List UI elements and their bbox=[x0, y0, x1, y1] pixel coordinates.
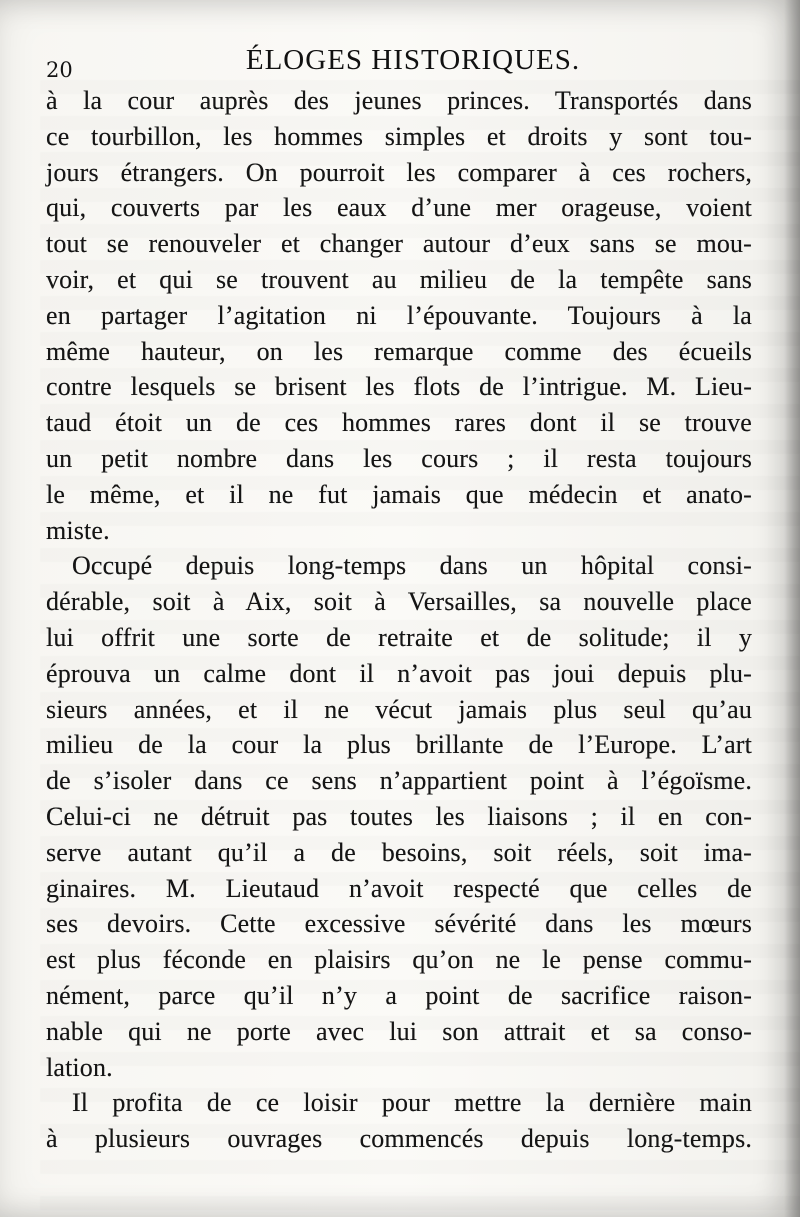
text-line: lui offrit une sorte de retraite et de solitude; il y bbox=[46, 622, 752, 652]
text-line: de s’isoler dans ce sens n’appartient point à l’égoïsme. bbox=[46, 766, 752, 796]
running-title: ÉLOGES HISTORIQUES. bbox=[245, 44, 581, 76]
paragraph-3 bbox=[46, 1085, 752, 1157]
text-line: miste. bbox=[46, 515, 110, 545]
paragraph-1 bbox=[46, 83, 752, 548]
text-line: même hauteur, on les remarque comme des écueils bbox=[46, 336, 752, 366]
page-number: 20 bbox=[46, 58, 73, 82]
main-text bbox=[46, 83, 752, 1157]
text-line: serve autant qu’il a de besoins, soit réels, soit ima- bbox=[46, 837, 752, 867]
text-line: ginaires. M. Lieutaud n’avoit respecté que celles de bbox=[46, 873, 752, 903]
text-line: à plusieurs ouvrages commencés depuis long-temps. bbox=[46, 1124, 752, 1154]
text-line: voir, et qui se trouvent au milieu de la tempête sans bbox=[46, 264, 752, 294]
text-line: nable qui ne porte avec lui son attrait et sa conso- bbox=[46, 1016, 752, 1046]
text-line: ce tourbillon, les hommes simples et droits y sont tou- bbox=[46, 121, 752, 151]
scan-edge-shadow bbox=[784, 0, 800, 1217]
text-line: tout se renouveler et changer autour d’eux sans se mou- bbox=[46, 229, 752, 259]
text-line: jours étrangers. On pourroit les comparer à ces rochers, bbox=[46, 157, 752, 187]
text-line: en partager l’agitation ni l’épouvante. Toujours à la bbox=[46, 300, 752, 330]
paragraph-2 bbox=[46, 548, 752, 1085]
text-line: Occupé depuis long-temps dans un hôpital consi- bbox=[72, 551, 752, 581]
text-line: qui, couverts par les eaux d’une mer orageuse, voient bbox=[46, 193, 752, 223]
text-line: lation. bbox=[46, 1052, 113, 1082]
text-line: ses devoirs. Cette excessive sévérité dans les mœurs bbox=[46, 909, 752, 939]
text-line: un petit nombre dans les cours ; il resta toujours bbox=[46, 443, 752, 473]
text-line: Celui-ci ne détruit pas toutes les liaisons ; il en con- bbox=[46, 801, 752, 831]
text-line: est plus féconde en plaisirs qu’on ne le pense commu- bbox=[46, 945, 752, 975]
text-line: sieurs années, et il ne vécut jamais plus seul qu’au bbox=[46, 694, 752, 724]
page-header bbox=[46, 44, 762, 84]
text-line: taud étoit un de ces hommes rares dont il se trouve bbox=[46, 408, 752, 438]
text-line: éprouva un calme dont il n’avoit pas joui depuis plu- bbox=[46, 658, 752, 688]
text-line: nément, parce qu’il n’y a point de sacrifice raison- bbox=[46, 980, 752, 1010]
text-line: Il profita de ce loisir pour mettre la dernière main bbox=[72, 1088, 752, 1118]
text-line: milieu de la cour la plus brillante de l’Europe. L’art bbox=[46, 730, 752, 760]
text-line: à la cour auprès des jeunes princes. Transportés dans bbox=[46, 86, 752, 115]
text-line: contre lesquels se brisent les flots de l’intrigue. M. Lieu- bbox=[46, 372, 752, 402]
text-line: le même, et il ne fut jamais que médecin et anato- bbox=[46, 479, 752, 509]
text-line: dérable, soit à Aix, soit à Versailles, sa nouvelle place bbox=[46, 587, 752, 617]
